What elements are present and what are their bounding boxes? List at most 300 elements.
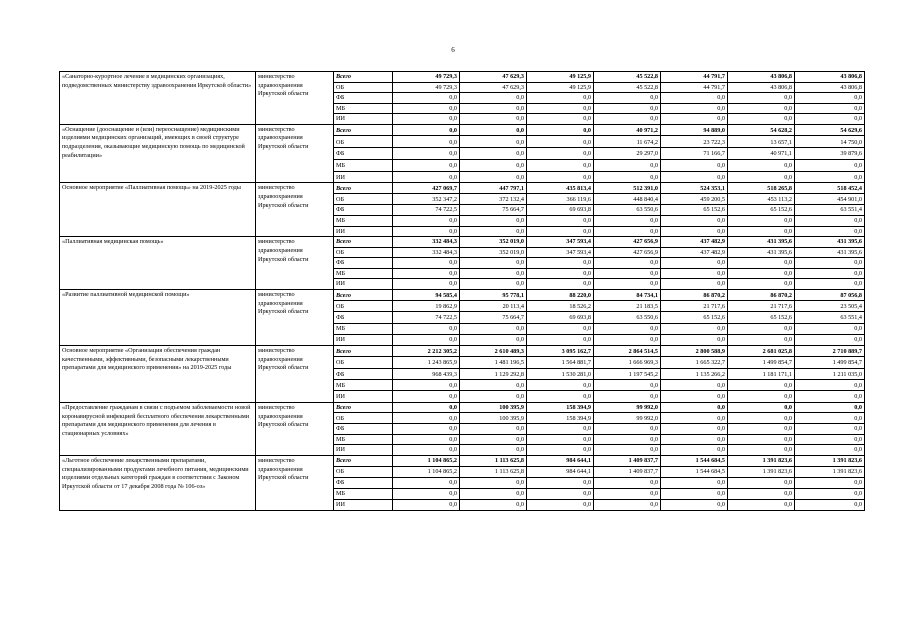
- amount-cell: 0,0: [728, 402, 795, 413]
- amount-cell: 54 629,6: [795, 124, 865, 136]
- amount-cell: 49 729,3: [393, 72, 460, 83]
- amount-cell: 0,0: [661, 323, 728, 334]
- amount-cell: 1 181 171,1: [728, 368, 795, 379]
- measure-description: «Оснащение (дооснащение и (или) переоснащение) медицинскими изделиями медицинских организаций, имеющих в своей структуре подразделения, оказывающие медицинскую помощь по медицинской реабилитации»: [60, 124, 256, 183]
- amount-cell: 1 113 625,8: [460, 455, 527, 466]
- amount-cell: 0,0: [728, 93, 795, 104]
- amount-cell: 0,0: [661, 477, 728, 488]
- amount-cell: 63 551,4: [795, 205, 865, 216]
- funding-source: ОБ: [334, 413, 393, 424]
- amount-cell: 0,0: [393, 103, 460, 114]
- amount-cell: 0,0: [661, 215, 728, 226]
- amount-cell: 75 664,7: [460, 312, 527, 323]
- amount-cell: 1 391 823,6: [728, 466, 795, 477]
- amount-cell: 0,0: [795, 323, 865, 334]
- amount-cell: 40 971,2: [594, 124, 661, 136]
- amount-cell: 0,0: [527, 268, 594, 279]
- amount-cell: 23 722,3: [661, 136, 728, 148]
- amount-cell: 0,0: [527, 171, 594, 183]
- amount-cell: 0,0: [594, 215, 661, 226]
- table-row: [60, 183, 865, 194]
- amount-cell: 347 593,4: [527, 237, 594, 248]
- amount-cell: 0,0: [460, 323, 527, 334]
- amount-cell: 427 069,7: [393, 183, 460, 194]
- amount-cell: 0,0: [460, 477, 527, 488]
- amount-cell: 524 353,1: [661, 183, 728, 194]
- amount-cell: 0,0: [728, 114, 795, 125]
- amount-cell: 0,0: [728, 445, 795, 456]
- amount-cell: 0,0: [728, 215, 795, 226]
- funding-source: ОБ: [334, 247, 393, 258]
- funding-source: МБ: [334, 434, 393, 445]
- amount-cell: 0,0: [728, 413, 795, 424]
- amount-cell: 63 551,4: [795, 312, 865, 323]
- amount-cell: 65 152,6: [728, 205, 795, 216]
- amount-cell: 39 879,6: [795, 148, 865, 160]
- amount-cell: 437 482,9: [661, 237, 728, 248]
- amount-cell: 0,0: [460, 171, 527, 183]
- amount-cell: 448 840,4: [594, 194, 661, 205]
- amount-cell: 158 394,9: [527, 402, 594, 413]
- amount-cell: 0,0: [661, 226, 728, 237]
- amount-cell: 0,0: [661, 159, 728, 171]
- responsible-executor: министерство здравоохранения Иркутской области: [256, 455, 334, 510]
- amount-cell: 0,0: [527, 124, 594, 136]
- funding-table: [59, 71, 865, 511]
- funding-source: ИИ: [334, 499, 393, 510]
- amount-cell: 63 550,6: [594, 205, 661, 216]
- amount-cell: 1 666 969,3: [594, 357, 661, 368]
- amount-cell: 0,0: [795, 268, 865, 279]
- amount-cell: 0,0: [661, 488, 728, 499]
- funding-source: МБ: [334, 488, 393, 499]
- funding-source: ИИ: [334, 445, 393, 456]
- measure-description: «Паллиативная медицинская помощь»: [60, 237, 256, 290]
- amount-cell: 2 610 489,3: [460, 345, 527, 356]
- funding-source: ФБ: [334, 93, 393, 104]
- amount-cell: 21 717,6: [661, 301, 728, 312]
- amount-cell: 0,0: [661, 424, 728, 435]
- amount-cell: 0,0: [527, 226, 594, 237]
- amount-cell: 44 791,7: [661, 72, 728, 83]
- measure-description: «Развитие паллиативной медицинской помощи»: [60, 289, 256, 345]
- amount-cell: 0,0: [393, 93, 460, 104]
- measure-description: «Льготное обеспечение лекарственными препаратами, специализированными продуктами лечебного питания, медицинскими изделиями отдельных категорий граждан в соответствии с Законом Иркутской области от 17 декабря 2008 года № 106-оз»: [60, 455, 256, 510]
- amount-cell: 0,0: [795, 171, 865, 183]
- amount-cell: 0,0: [661, 171, 728, 183]
- funding-source: ФБ: [334, 424, 393, 435]
- amount-cell: 0,0: [795, 226, 865, 237]
- amount-cell: 47 629,3: [460, 82, 527, 93]
- amount-cell: 0,0: [728, 380, 795, 391]
- amount-cell: 427 656,9: [594, 247, 661, 258]
- amount-cell: 43 806,8: [795, 82, 865, 93]
- amount-cell: 1 391 823,6: [795, 466, 865, 477]
- amount-cell: 1 113 625,8: [460, 466, 527, 477]
- funding-source: ФБ: [334, 148, 393, 160]
- amount-cell: 100 395,9: [460, 413, 527, 424]
- amount-cell: 158 394,9: [527, 413, 594, 424]
- amount-cell: 19 862,9: [393, 301, 460, 312]
- amount-cell: 0,0: [728, 499, 795, 510]
- amount-cell: 1 499 854,7: [795, 357, 865, 368]
- amount-cell: 1 665 322,7: [661, 357, 728, 368]
- measure-description: «Предоставление гражданам в связи с подъемом заболеваемости новой коронавирусной инфекцией бесплатного обеспечения лекарственными препаратами для медицинского применения для лечения в стационарных условиях»: [60, 402, 256, 455]
- amount-cell: 0,0: [460, 159, 527, 171]
- amount-cell: 21 183,5: [594, 301, 661, 312]
- amount-cell: 0,0: [594, 159, 661, 171]
- funding-source: Всего: [334, 72, 393, 83]
- amount-cell: 0,0: [594, 380, 661, 391]
- amount-cell: 44 791,7: [661, 82, 728, 93]
- amount-cell: 512 391,0: [594, 183, 661, 194]
- amount-cell: 0,0: [527, 103, 594, 114]
- amount-cell: 0,0: [728, 477, 795, 488]
- amount-cell: 0,0: [527, 136, 594, 148]
- amount-cell: 0,0: [594, 258, 661, 269]
- amount-cell: 0,0: [527, 499, 594, 510]
- amount-cell: 1 564 881,7: [527, 357, 594, 368]
- amount-cell: 49 125,9: [527, 72, 594, 83]
- amount-cell: 0,0: [527, 279, 594, 290]
- amount-cell: 0,0: [393, 413, 460, 424]
- funding-source: МБ: [334, 380, 393, 391]
- amount-cell: 23 505,4: [795, 301, 865, 312]
- amount-cell: 0,0: [795, 334, 865, 345]
- amount-cell: 0,0: [393, 268, 460, 279]
- amount-cell: 332 484,3: [393, 237, 460, 248]
- amount-cell: 0,0: [594, 488, 661, 499]
- amount-cell: 99 992,0: [594, 413, 661, 424]
- amount-cell: 984 644,1: [527, 455, 594, 466]
- amount-cell: 0,0: [795, 499, 865, 510]
- amount-cell: 0,0: [661, 380, 728, 391]
- table-row: [60, 455, 865, 466]
- amount-cell: 435 813,4: [527, 183, 594, 194]
- amount-cell: 0,0: [795, 159, 865, 171]
- amount-cell: 431 395,6: [795, 237, 865, 248]
- amount-cell: 0,0: [728, 391, 795, 402]
- funding-source: МБ: [334, 215, 393, 226]
- amount-cell: 0,0: [393, 477, 460, 488]
- amount-cell: 0,0: [795, 477, 865, 488]
- amount-cell: 0,0: [728, 103, 795, 114]
- amount-cell: 1 129 292,8: [460, 368, 527, 379]
- amount-cell: 1 544 684,5: [661, 455, 728, 466]
- funding-source: ОБ: [334, 301, 393, 312]
- amount-cell: 2 710 889,7: [795, 345, 865, 356]
- amount-cell: 0,0: [393, 226, 460, 237]
- amount-cell: 0,0: [393, 434, 460, 445]
- amount-cell: 0,0: [728, 171, 795, 183]
- responsible-executor: министерство здравоохранения Иркутской области: [256, 237, 334, 290]
- funding-source: ОБ: [334, 136, 393, 148]
- responsible-executor: министерство здравоохранения Иркутской области: [256, 124, 334, 183]
- funding-source: ИИ: [334, 391, 393, 402]
- amount-cell: 0,0: [460, 268, 527, 279]
- amount-cell: 0,0: [393, 171, 460, 183]
- funding-source: ФБ: [334, 368, 393, 379]
- amount-cell: 0,0: [393, 488, 460, 499]
- amount-cell: 63 550,6: [594, 312, 661, 323]
- amount-cell: 3 095 162,7: [527, 345, 594, 356]
- amount-cell: 0,0: [527, 323, 594, 334]
- amount-cell: 0,0: [661, 413, 728, 424]
- amount-cell: 347 593,4: [527, 247, 594, 258]
- amount-cell: 99 992,0: [594, 402, 661, 413]
- amount-cell: 65 152,6: [661, 312, 728, 323]
- amount-cell: 47 629,3: [460, 72, 527, 83]
- amount-cell: 518 452,4: [795, 183, 865, 194]
- amount-cell: 0,0: [594, 334, 661, 345]
- amount-cell: 0,0: [795, 114, 865, 125]
- amount-cell: 372 132,4: [460, 194, 527, 205]
- amount-cell: 0,0: [460, 226, 527, 237]
- responsible-executor: министерство здравоохранения Иркутской области: [256, 72, 334, 125]
- amount-cell: 0,0: [527, 445, 594, 456]
- table-row: [60, 402, 865, 413]
- amount-cell: 0,0: [393, 258, 460, 269]
- amount-cell: 984 644,1: [527, 466, 594, 477]
- amount-cell: 0,0: [594, 445, 661, 456]
- amount-cell: 0,0: [795, 258, 865, 269]
- amount-cell: 95 778,1: [460, 289, 527, 300]
- page-number: 6: [451, 46, 455, 54]
- funding-source: Всего: [334, 124, 393, 136]
- amount-cell: 0,0: [527, 215, 594, 226]
- amount-cell: 0,0: [460, 215, 527, 226]
- amount-cell: 0,0: [795, 488, 865, 499]
- funding-source: ОБ: [334, 82, 393, 93]
- amount-cell: 0,0: [460, 114, 527, 125]
- amount-cell: 352 347,2: [393, 194, 460, 205]
- amount-cell: 0,0: [393, 124, 460, 136]
- funding-source: ИИ: [334, 279, 393, 290]
- table-row: [60, 289, 865, 300]
- funding-source: Всего: [334, 455, 393, 466]
- amount-cell: 0,0: [795, 391, 865, 402]
- amount-cell: 0,0: [460, 391, 527, 402]
- amount-cell: 0,0: [795, 93, 865, 104]
- amount-cell: 0,0: [728, 159, 795, 171]
- amount-cell: 0,0: [795, 380, 865, 391]
- funding-source: Всего: [334, 237, 393, 248]
- amount-cell: 20 113,4: [460, 301, 527, 312]
- amount-cell: 0,0: [661, 114, 728, 125]
- amount-cell: 0,0: [527, 258, 594, 269]
- table-row: [60, 345, 865, 356]
- amount-cell: 94 889,0: [661, 124, 728, 136]
- funding-source: МБ: [334, 159, 393, 171]
- amount-cell: 968 439,3: [393, 368, 460, 379]
- amount-cell: 18 526,2: [527, 301, 594, 312]
- amount-cell: 0,0: [393, 136, 460, 148]
- amount-cell: 0,0: [795, 103, 865, 114]
- amount-cell: 21 717,6: [728, 301, 795, 312]
- amount-cell: 1 409 837,7: [594, 455, 661, 466]
- amount-cell: 0,0: [527, 488, 594, 499]
- amount-cell: 49 125,9: [527, 82, 594, 93]
- amount-cell: 49 729,3: [393, 82, 460, 93]
- measure-description: «Санаторно-курортное лечение в медицинских организациях, подведомственных министерству здравоохранения Иркутской области»: [60, 72, 256, 125]
- amount-cell: 0,0: [393, 323, 460, 334]
- amount-cell: 13 657,1: [728, 136, 795, 148]
- funding-source: Всего: [334, 402, 393, 413]
- amount-cell: 0,0: [728, 258, 795, 269]
- amount-cell: 0,0: [728, 226, 795, 237]
- amount-cell: 447 797,1: [460, 183, 527, 194]
- amount-cell: 0,0: [460, 499, 527, 510]
- amount-cell: 0,0: [795, 424, 865, 435]
- amount-cell: 0,0: [460, 93, 527, 104]
- amount-cell: 0,0: [393, 445, 460, 456]
- amount-cell: 0,0: [795, 413, 865, 424]
- amount-cell: 69 693,8: [527, 205, 594, 216]
- measure-description: Основное мероприятие «Паллиативная помощь» на 2019-2025 годы: [60, 183, 256, 237]
- funding-source: ОБ: [334, 357, 393, 368]
- amount-cell: 29 297,0: [594, 148, 661, 160]
- amount-cell: 1 481 196,5: [460, 357, 527, 368]
- funding-source: ФБ: [334, 205, 393, 216]
- amount-cell: 74 722,5: [393, 205, 460, 216]
- amount-cell: 14 750,0: [795, 136, 865, 148]
- amount-cell: 86 870,2: [661, 289, 728, 300]
- amount-cell: 0,0: [594, 323, 661, 334]
- amount-cell: 0,0: [728, 334, 795, 345]
- amount-cell: 0,0: [460, 148, 527, 160]
- amount-cell: 0,0: [393, 148, 460, 160]
- funding-source: МБ: [334, 103, 393, 114]
- amount-cell: 86 870,2: [728, 289, 795, 300]
- amount-cell: 0,0: [594, 93, 661, 104]
- amount-cell: 2 212 305,2: [393, 345, 460, 356]
- amount-cell: 94 585,4: [393, 289, 460, 300]
- table-row: [60, 237, 865, 248]
- amount-cell: 0,0: [460, 258, 527, 269]
- funding-source: ФБ: [334, 477, 393, 488]
- funding-source: Всего: [334, 183, 393, 194]
- amount-cell: 427 656,9: [594, 237, 661, 248]
- amount-cell: 2 681 025,8: [728, 345, 795, 356]
- amount-cell: 84 734,1: [594, 289, 661, 300]
- amount-cell: 0,0: [393, 159, 460, 171]
- amount-cell: 0,0: [661, 445, 728, 456]
- responsible-executor: министерство здравоохранения Иркутской области: [256, 402, 334, 455]
- amount-cell: 11 674,2: [594, 136, 661, 148]
- amount-cell: 0,0: [594, 226, 661, 237]
- amount-cell: 40 971,1: [728, 148, 795, 160]
- amount-cell: 0,0: [728, 424, 795, 435]
- amount-cell: 453 113,2: [728, 194, 795, 205]
- amount-cell: 0,0: [661, 434, 728, 445]
- amount-cell: 0,0: [460, 488, 527, 499]
- funding-source: МБ: [334, 323, 393, 334]
- amount-cell: 43 806,8: [728, 72, 795, 83]
- amount-cell: 1 391 823,6: [795, 455, 865, 466]
- amount-cell: 54 628,2: [728, 124, 795, 136]
- amount-cell: 454 901,0: [795, 194, 865, 205]
- amount-cell: 45 522,8: [594, 72, 661, 83]
- funding-source: ФБ: [334, 312, 393, 323]
- amount-cell: 0,0: [527, 159, 594, 171]
- amount-cell: 0,0: [393, 334, 460, 345]
- amount-cell: 0,0: [460, 424, 527, 435]
- amount-cell: 0,0: [661, 334, 728, 345]
- amount-cell: 0,0: [728, 434, 795, 445]
- amount-cell: 0,0: [661, 93, 728, 104]
- amount-cell: 0,0: [795, 279, 865, 290]
- amount-cell: 0,0: [795, 445, 865, 456]
- measure-description: Основное мероприятие «Организация обеспечения граждан качественными, эффективными, безопасными лекарственными препаратами для медицинского применения» на 2019-2025 годы: [60, 345, 256, 402]
- amount-cell: 431 395,6: [728, 247, 795, 258]
- amount-cell: 0,0: [594, 103, 661, 114]
- amount-cell: 0,0: [527, 148, 594, 160]
- amount-cell: 1 499 854,7: [728, 357, 795, 368]
- amount-cell: 352 019,0: [460, 237, 527, 248]
- amount-cell: 0,0: [594, 434, 661, 445]
- amount-cell: 87 056,8: [795, 289, 865, 300]
- amount-cell: 0,0: [393, 391, 460, 402]
- funding-source: ОБ: [334, 194, 393, 205]
- responsible-executor: министерство здравоохранения Иркутской области: [256, 345, 334, 402]
- funding-source: ИИ: [334, 226, 393, 237]
- table-row: [60, 124, 865, 136]
- table-row: [60, 72, 865, 83]
- amount-cell: 0,0: [661, 103, 728, 114]
- amount-cell: 0,0: [460, 279, 527, 290]
- amount-cell: 1 243 865,9: [393, 357, 460, 368]
- amount-cell: 43 806,8: [795, 72, 865, 83]
- amount-cell: 0,0: [527, 93, 594, 104]
- amount-cell: 0,0: [527, 434, 594, 445]
- amount-cell: 0,0: [594, 171, 661, 183]
- amount-cell: 0,0: [460, 136, 527, 148]
- amount-cell: 437 482,9: [661, 247, 728, 258]
- amount-cell: 0,0: [527, 334, 594, 345]
- amount-cell: 0,0: [728, 323, 795, 334]
- amount-cell: 1 530 281,0: [527, 368, 594, 379]
- amount-cell: 0,0: [661, 268, 728, 279]
- responsible-executor: министерство здравоохранения Иркутской области: [256, 183, 334, 237]
- amount-cell: 1 211 035,0: [795, 368, 865, 379]
- amount-cell: 0,0: [661, 279, 728, 290]
- amount-cell: 0,0: [393, 424, 460, 435]
- amount-cell: 1 135 266,2: [661, 368, 728, 379]
- amount-cell: 518 265,8: [728, 183, 795, 194]
- amount-cell: 0,0: [527, 114, 594, 125]
- amount-cell: 0,0: [795, 434, 865, 445]
- amount-cell: 0,0: [661, 402, 728, 413]
- amount-cell: 366 119,6: [527, 194, 594, 205]
- amount-cell: 0,0: [795, 215, 865, 226]
- funding-source: ФБ: [334, 258, 393, 269]
- funding-source: ИИ: [334, 171, 393, 183]
- amount-cell: 0,0: [460, 103, 527, 114]
- amount-cell: 1 544 684,5: [661, 466, 728, 477]
- amount-cell: 75 664,7: [460, 205, 527, 216]
- amount-cell: 0,0: [393, 499, 460, 510]
- amount-cell: 0,0: [393, 114, 460, 125]
- amount-cell: 352 019,0: [460, 247, 527, 258]
- amount-cell: 0,0: [460, 445, 527, 456]
- amount-cell: 0,0: [728, 488, 795, 499]
- amount-cell: 0,0: [594, 499, 661, 510]
- amount-cell: 65 152,6: [661, 205, 728, 216]
- amount-cell: 0,0: [460, 380, 527, 391]
- amount-cell: 88 220,0: [527, 289, 594, 300]
- amount-cell: 0,0: [594, 477, 661, 488]
- amount-cell: 0,0: [728, 268, 795, 279]
